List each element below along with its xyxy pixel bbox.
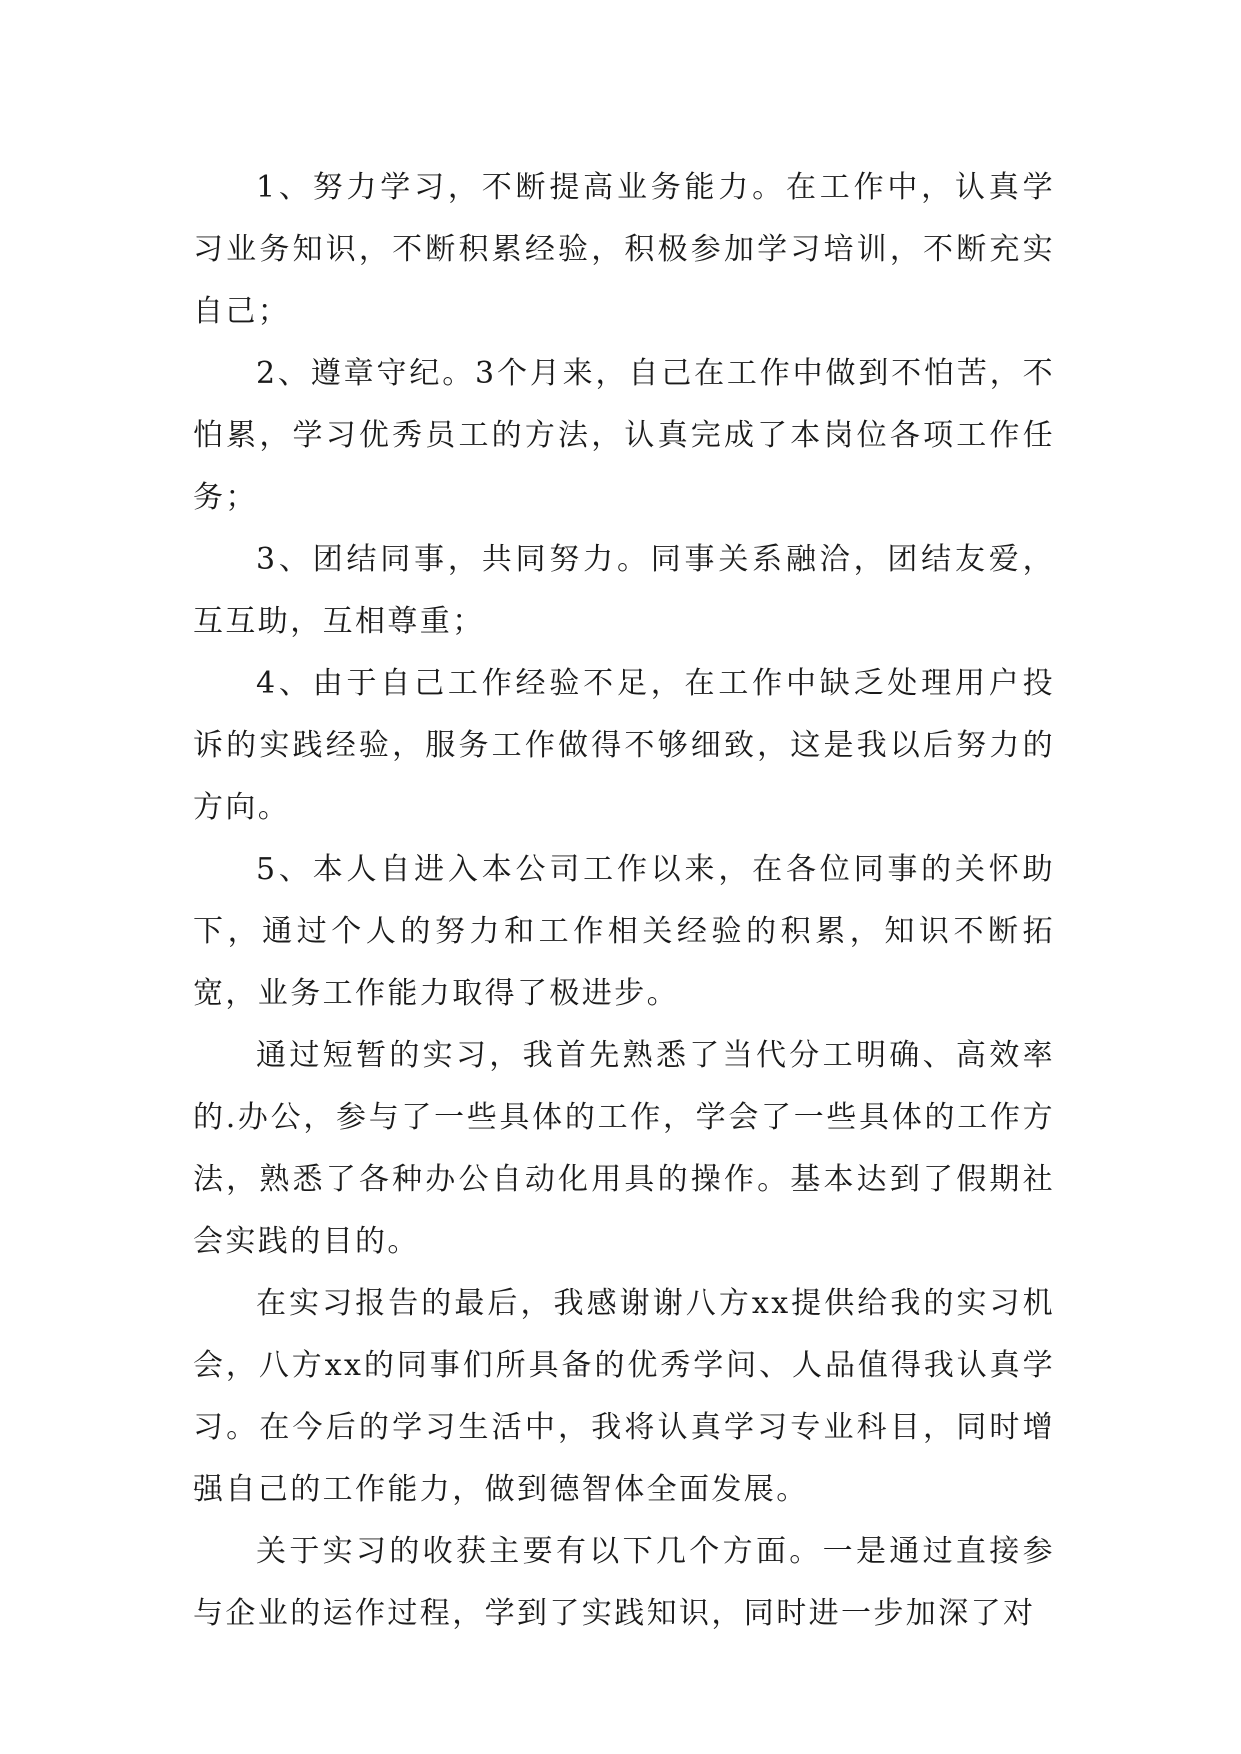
paragraph-8: 关于实习的收获主要有以下几个方面。一是通过直接参与企业的运作过程，学到了实践知识，同时进一步加深了对 (193, 1534, 1055, 1631)
paragraph-4: 4、由于自己工作经验不足，在工作中缺乏处理用户投诉的实践经验，服务工作做得不够细致，这是我以后努力的方向。 (193, 666, 1055, 825)
paragraph-2: 2、遵章守纪。3个月来，自己在工作中做到不怕苦，不怕累，学习优秀员工的方法，认真完成了本岗位各项工作任务； (193, 356, 1055, 515)
paragraph-1: 1、努力学习，不断提高业务能力。在工作中，认真学习业务知识，不断积累经验，积极参加学习培训，不断充实自己； (193, 170, 1055, 329)
document-body (193, 157, 1055, 1645)
paragraph-6: 通过短暂的实习，我首先熟悉了当代分工明确、高效率的.办公，参与了一些具体的工作，学会了一些具体的工作方法，熟悉了各种办公自动化用具的操作。基本达到了假期社会实践的目的。 (193, 1038, 1055, 1259)
paragraph-7: 在实习报告的最后，我感谢谢八方xx提供给我的实习机会，八方xx的同事们所具备的优秀学问、人品值得我认真学习。在今后的学习生活中，我将认真学习专业科目，同时增强自己的工作能力，做到德智体全面发展。 (193, 1286, 1055, 1507)
paragraph-5: 5、本人自进入本公司工作以来，在各位同事的关怀助下，通过个人的努力和工作相关经验的积累，知识不断拓宽，业务工作能力取得了极进步。 (193, 852, 1055, 1011)
paragraph-3: 3、团结同事，共同努力。同事关系融洽，团结友爱，互互助，互相尊重； (193, 542, 1055, 639)
